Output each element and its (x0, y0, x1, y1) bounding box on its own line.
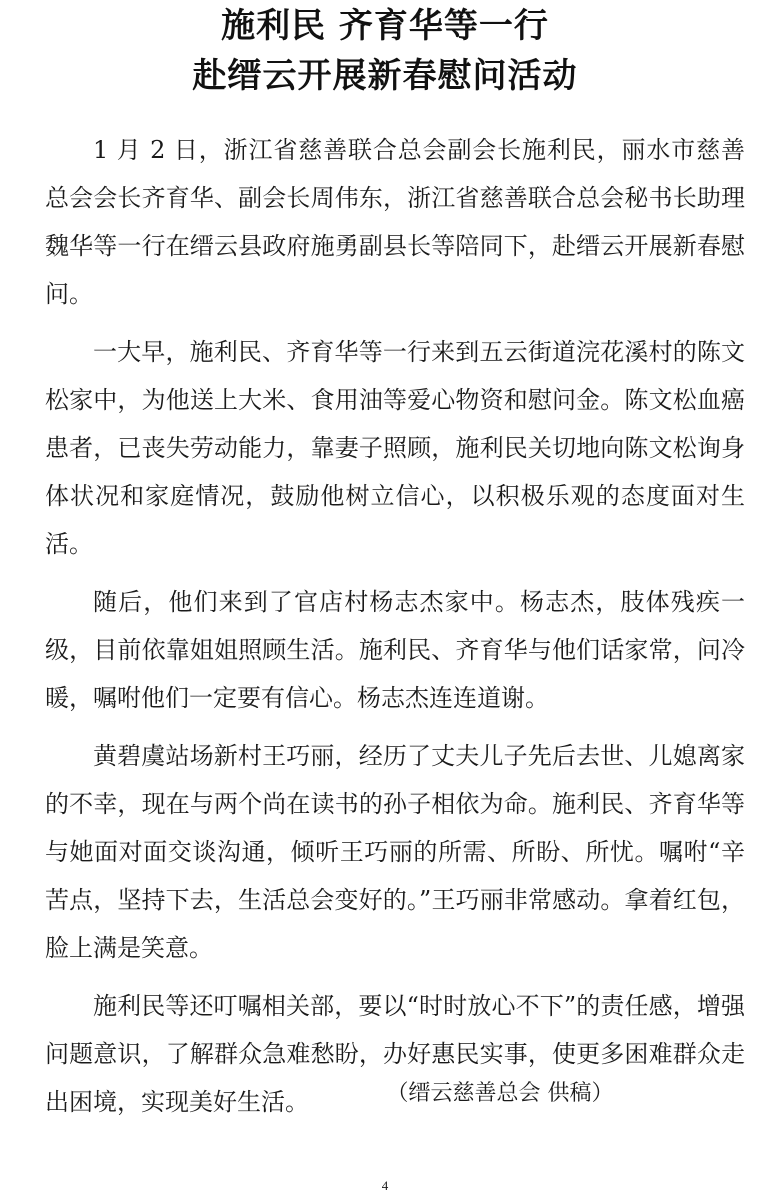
paragraph-3: 随后，他们来到了官店村杨志杰家中。杨志杰，肢体残疾一级，目前依靠姐姐照顾生活。施利民、齐育华与他们话家常，问冷暖，嘱咐他们一定要有信心。杨志杰连连道谢。 (45, 588, 745, 712)
page-number: 4 (381, 1178, 389, 1193)
paragraph-2: 一大早，施利民、齐育华等一行来到五云街道浣花溪村的陈文松家中，为他送上大米、食用油等爱心物资和慰问金。陈文松血癌患者，已丧失劳动能力，靠妻子照顾，施利民关切地向陈文松询身体状况和家庭情况，鼓励他树立信心，以积极乐观的态度面对生活。 (45, 338, 745, 558)
title-line-2: 赴缙云开展新春慰问活动 (192, 56, 578, 96)
source-credit: （缙云慈善总会 供稿） (386, 1081, 614, 1106)
article-body (45, 126, 745, 1136)
paragraph-5: 施利民等还叮嘱相关部，要以“时时放心不下”的责任感，增强问题意识，了解群众急难愁盼，办好惠民实事，使更多困难群众走出困境，实现美好生活。 (45, 992, 745, 1116)
paragraph-1: 1 月 2 日，浙江省慈善联合总会副会长施利民，丽水市慈善总会会长齐育华、副会长周伟东，浙江省慈善联合总会秘书长助理魏华等一行在缙云县政府施勇副县长等陪同下，赴缙云开展新春慰问。 (45, 136, 745, 308)
paragraph-4: 黄碧虞站场新村王巧丽，经历了丈夫儿子先后去世、儿媳离家的不幸，现在与两个尚在读书的孙子相依为命。施利民、齐育华等与她面对面交谈沟通，倾听王巧丽的所需、所盼、所忧。嘱咐“辛苦点，坚持下去，生活总会变好的。”王巧丽非常感动。拿着红包，脸上满是笑意。 (45, 742, 745, 962)
title-line-1: 施利民 齐育华等一行 (221, 6, 549, 46)
